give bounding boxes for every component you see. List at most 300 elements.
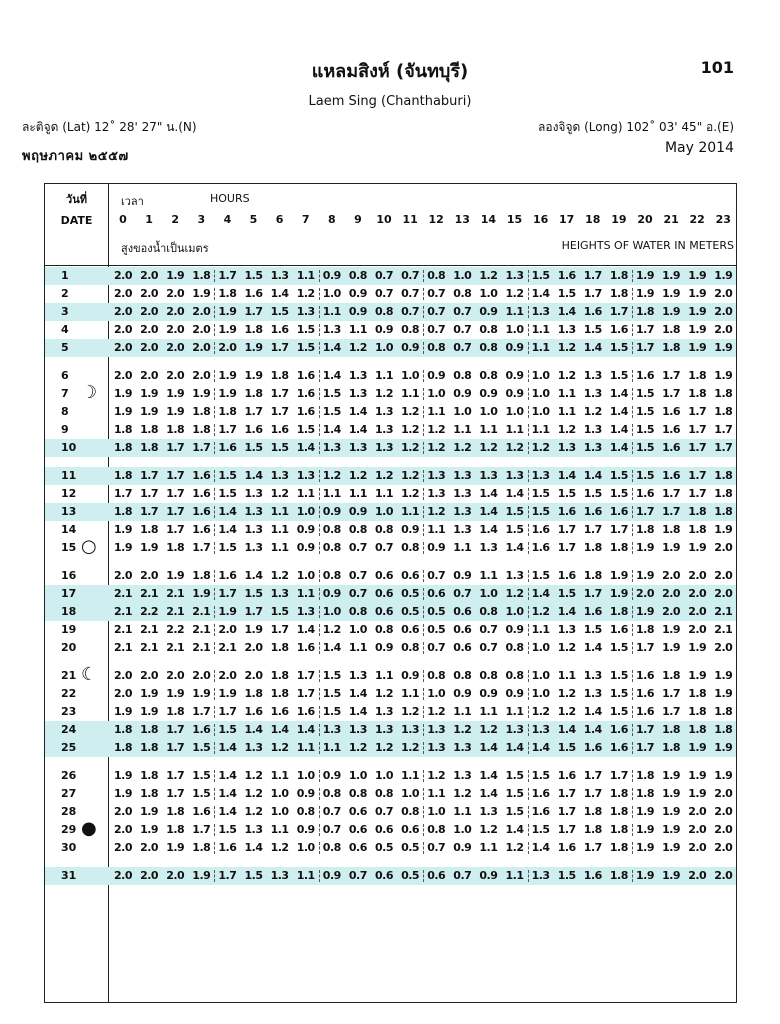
- height-value: 0.8: [427, 669, 446, 682]
- height-value: 1.3: [479, 805, 498, 818]
- table-row: [45, 439, 736, 457]
- height-value: 0.8: [427, 269, 446, 282]
- hour-group-divider: [632, 424, 633, 436]
- table-row: [45, 703, 736, 721]
- hour-group-divider: [214, 442, 215, 454]
- height-value: 1.4: [557, 305, 576, 318]
- height-value: 1.9: [114, 523, 132, 536]
- hour-label: 21: [663, 213, 679, 226]
- hour-group-divider: [423, 606, 424, 618]
- height-value: 2.0: [114, 669, 132, 682]
- height-value: 1.6: [218, 569, 237, 582]
- page-title-thai: แหลมสิงห์ (จันทบุรี): [311, 61, 469, 82]
- height-value: 1.5: [505, 505, 524, 518]
- hour-group-divider: [632, 370, 633, 382]
- hour-label: 20: [637, 213, 653, 226]
- height-value: 1.2: [479, 269, 498, 282]
- page-number: 101: [700, 58, 734, 77]
- height-value: 1.9: [636, 605, 654, 618]
- height-value: 1.8: [583, 569, 602, 582]
- height-value: 1.1: [348, 641, 367, 654]
- date-cell: [45, 839, 108, 857]
- height-value: 1.0: [531, 687, 550, 700]
- hour-group-divider: [214, 570, 215, 582]
- height-value: 1.2: [270, 487, 289, 500]
- height-value: 1.7: [662, 505, 681, 518]
- height-value: 1.3: [270, 469, 289, 482]
- height-value: 1.3: [583, 423, 602, 436]
- hour-label: 15: [506, 213, 523, 226]
- height-value: 1.0: [375, 505, 393, 518]
- hour-group-divider: [632, 706, 633, 718]
- height-value: 1.9: [140, 541, 159, 554]
- hour-group-divider: [214, 788, 215, 800]
- height-value: 1.7: [166, 723, 185, 736]
- height-value: 1.9: [688, 541, 707, 554]
- date-cell: [45, 739, 108, 757]
- hour-group-divider: [319, 788, 320, 800]
- date-cell: [45, 467, 108, 485]
- hour-group-divider: [319, 542, 320, 554]
- table-row: [45, 639, 736, 657]
- height-value: 1.7: [166, 741, 185, 754]
- height-value: 1.6: [583, 505, 602, 518]
- height-value: 2.0: [662, 569, 681, 582]
- height-value: 1.2: [557, 423, 576, 436]
- height-value: 1.0: [531, 369, 550, 382]
- height-value: 1.4: [583, 341, 602, 354]
- height-value: 1.6: [636, 705, 654, 718]
- hour-group-divider: [423, 270, 424, 282]
- table-row: [45, 567, 736, 585]
- hour-group-divider: [528, 642, 529, 654]
- height-value: 1.8: [714, 387, 733, 400]
- height-value: 1.7: [662, 369, 681, 382]
- hour-group-divider: [528, 424, 529, 436]
- height-value: 1.5: [557, 487, 576, 500]
- date-cell: [45, 585, 108, 603]
- height-value: 1.3: [244, 505, 263, 518]
- height-value: 0.9: [322, 505, 341, 518]
- height-value: 1.2: [557, 341, 576, 354]
- height-value: 1.9: [636, 541, 654, 554]
- hour-group-divider: [528, 370, 529, 382]
- height-value: 2.0: [714, 587, 733, 600]
- height-value: 0.6: [401, 623, 420, 636]
- hour-group-divider: [319, 342, 320, 354]
- height-value: 0.9: [479, 687, 498, 700]
- height-value: 1.4: [505, 741, 524, 754]
- height-value: 2.0: [140, 841, 159, 854]
- hour-group-divider: [632, 270, 633, 282]
- hour-label: 9: [354, 213, 362, 226]
- height-value: 1.1: [375, 487, 393, 500]
- height-value: 2.1: [140, 587, 159, 600]
- height-value: 1.7: [166, 505, 185, 518]
- hour-group-divider: [319, 724, 320, 736]
- hour-group-divider: [319, 770, 320, 782]
- height-value: 1.2: [531, 705, 550, 718]
- height-value: 1.5: [609, 469, 628, 482]
- height-value: 1.2: [401, 423, 420, 436]
- height-value: 0.7: [427, 641, 446, 654]
- height-value: 1.2: [427, 423, 446, 436]
- height-value: 1.5: [270, 605, 289, 618]
- height-value: 1.7: [270, 623, 289, 636]
- height-value: 1.9: [114, 787, 132, 800]
- height-value: 1.4: [218, 805, 237, 818]
- hour-group-divider: [632, 442, 633, 454]
- hour-group-divider: [214, 470, 215, 482]
- height-value: 1.7: [140, 487, 159, 500]
- height-value: 1.7: [192, 441, 211, 454]
- hour-group-divider: [214, 806, 215, 818]
- height-value: 1.9: [714, 369, 733, 382]
- height-value: 0.9: [348, 305, 367, 318]
- height-value: 1.2: [479, 823, 498, 836]
- height-value: 1.6: [244, 287, 263, 300]
- height-value: 1.7: [166, 441, 185, 454]
- height-value: 2.0: [140, 287, 159, 300]
- height-value: 1.5: [322, 705, 341, 718]
- height-value: 1.7: [714, 441, 733, 454]
- height-value: 1.2: [401, 705, 420, 718]
- height-value: 1.2: [244, 805, 263, 818]
- hour-label: 8: [327, 213, 336, 226]
- height-value: 1.9: [662, 841, 681, 854]
- height-value: 1.2: [401, 441, 420, 454]
- height-value: 0.8: [348, 605, 367, 618]
- height-value: 1.4: [479, 769, 498, 782]
- hour-group-divider: [528, 524, 529, 536]
- date-number: 19: [61, 623, 77, 636]
- hour-group-divider: [214, 406, 215, 418]
- height-value: 1.9: [140, 705, 159, 718]
- height-value: 0.9: [427, 369, 446, 382]
- height-value: 1.8: [583, 805, 602, 818]
- height-value: 0.6: [375, 823, 393, 836]
- height-value: 2.0: [114, 369, 132, 382]
- height-value: 1.7: [166, 787, 185, 800]
- height-value: 0.9: [401, 341, 420, 354]
- hour-group-divider: [423, 806, 424, 818]
- date-cell: [45, 703, 108, 721]
- hour-label: 18: [585, 213, 601, 226]
- height-value: 1.1: [557, 405, 576, 418]
- hour-group-divider: [214, 670, 215, 682]
- height-value: 0.7: [427, 569, 446, 582]
- height-value: 1.5: [636, 387, 654, 400]
- height-value: 1.2: [427, 769, 446, 782]
- height-value: 1.8: [140, 441, 159, 454]
- hour-group-divider: [528, 306, 529, 318]
- height-value: 2.0: [714, 641, 733, 654]
- height-value: 1.9: [218, 323, 237, 336]
- height-value: 1.8: [270, 641, 289, 654]
- height-value: 1.8: [114, 741, 132, 754]
- hour-group-divider: [528, 570, 529, 582]
- height-value: 2.0: [192, 323, 211, 336]
- height-value: 1.7: [583, 287, 602, 300]
- height-value: 1.9: [662, 541, 681, 554]
- hour-group-divider: [214, 542, 215, 554]
- height-value: 2.0: [218, 623, 237, 636]
- date-cell: [45, 621, 108, 639]
- height-value: 1.1: [479, 705, 498, 718]
- date-header-english: DATE: [60, 214, 93, 227]
- height-value: 0.7: [322, 805, 341, 818]
- height-value: 0.7: [401, 305, 420, 318]
- height-value: 1.8: [609, 869, 628, 882]
- height-value: 1.1: [401, 687, 420, 700]
- height-value: 1.8: [114, 723, 132, 736]
- height-value: 0.5: [401, 841, 420, 854]
- height-value: 2.0: [662, 605, 681, 618]
- height-value: 1.8: [166, 823, 185, 836]
- height-value: 1.8: [714, 405, 733, 418]
- height-value: 1.8: [140, 769, 159, 782]
- hour-group-divider: [319, 288, 320, 300]
- date-cell: [45, 664, 108, 685]
- height-value: 2.0: [688, 587, 707, 600]
- hour-group-divider: [319, 706, 320, 718]
- height-value: 1.5: [557, 869, 576, 882]
- height-value: 1.1: [322, 741, 341, 754]
- height-value: 1.4: [557, 605, 576, 618]
- height-value: 1.4: [531, 287, 550, 300]
- hour-group-divider: [319, 306, 320, 318]
- height-value: 1.0: [531, 641, 550, 654]
- height-value: 1.1: [270, 769, 289, 782]
- height-value: 1.7: [714, 423, 733, 436]
- table-row: [45, 503, 736, 521]
- height-value: 0.9: [375, 323, 393, 336]
- height-value: 1.1: [270, 541, 289, 554]
- height-value: 0.6: [453, 641, 472, 654]
- height-value: 0.7: [453, 869, 472, 882]
- height-value: 1.7: [583, 523, 602, 536]
- height-value: 1.3: [505, 569, 524, 582]
- height-value: 1.8: [218, 287, 237, 300]
- height-value: 0.6: [453, 605, 472, 618]
- height-value: 1.6: [557, 569, 576, 582]
- height-value: 1.8: [140, 787, 159, 800]
- height-value: 1.6: [583, 605, 602, 618]
- hour-group-divider: [214, 770, 215, 782]
- height-value: 1.7: [296, 669, 315, 682]
- height-value: 1.8: [166, 541, 185, 554]
- height-value: 1.8: [114, 505, 132, 518]
- height-value: 2.1: [218, 641, 237, 654]
- height-value: 1.0: [505, 405, 524, 418]
- height-value: 1.7: [583, 587, 602, 600]
- height-value: 1.1: [479, 841, 498, 854]
- date-cell: [45, 285, 108, 303]
- height-value: 1.1: [505, 423, 524, 436]
- height-value: 1.6: [244, 423, 263, 436]
- height-value: 1.0: [531, 669, 550, 682]
- height-value: 1.3: [244, 741, 263, 754]
- hour-group-divider: [319, 470, 320, 482]
- height-value: 1.6: [296, 387, 315, 400]
- height-value: 2.0: [166, 369, 185, 382]
- height-value: 1.2: [244, 787, 263, 800]
- height-value: 1.9: [662, 823, 681, 836]
- height-value: 0.9: [453, 387, 472, 400]
- height-value: 0.6: [427, 587, 446, 600]
- height-value: 1.7: [557, 805, 576, 818]
- height-value: 1.3: [557, 623, 576, 636]
- date-number: 21: [61, 669, 77, 682]
- hour-group-divider: [632, 788, 633, 800]
- height-value: 1.3: [244, 823, 263, 836]
- height-value: 1.2: [505, 287, 524, 300]
- height-value: 2.0: [688, 841, 707, 854]
- height-value: 1.1: [270, 505, 289, 518]
- height-value: 1.4: [322, 369, 341, 382]
- height-value: 1.5: [322, 387, 341, 400]
- height-value: 1.2: [322, 623, 341, 636]
- height-value: 1.9: [166, 687, 185, 700]
- hour-group-divider: [319, 806, 320, 818]
- hour-group-divider: [423, 624, 424, 636]
- height-value: 1.6: [662, 423, 681, 436]
- height-value: 1.9: [688, 741, 707, 754]
- height-value: 1.0: [505, 323, 524, 336]
- height-value: 0.8: [401, 541, 420, 554]
- hour-group-divider: [528, 606, 529, 618]
- height-value: 1.7: [662, 487, 681, 500]
- moon-phase-icon: ☽: [81, 382, 98, 403]
- height-value: 2.0: [688, 623, 707, 636]
- height-value: 1.7: [218, 269, 237, 282]
- height-value: 1.6: [192, 469, 211, 482]
- height-value: 2.0: [218, 341, 237, 354]
- hour-group-divider: [528, 406, 529, 418]
- height-value: 1.6: [531, 523, 550, 536]
- hour-group-divider: [423, 742, 424, 754]
- height-value: 1.7: [270, 405, 289, 418]
- height-value: 1.8: [714, 723, 733, 736]
- height-value: 1.7: [557, 787, 576, 800]
- height-value: 1.2: [401, 405, 420, 418]
- height-value: 1.3: [375, 441, 393, 454]
- height-value: 1.3: [348, 723, 367, 736]
- height-value: 0.9: [322, 769, 341, 782]
- height-value: 1.8: [140, 523, 159, 536]
- height-value: 1.7: [688, 487, 707, 500]
- date-cell: [45, 867, 108, 885]
- height-value: 1.9: [688, 341, 707, 354]
- height-value: 1.9: [714, 769, 733, 782]
- height-value: 1.9: [166, 569, 185, 582]
- height-value: 1.8: [244, 687, 263, 700]
- height-value: 1.3: [296, 469, 315, 482]
- hour-label: 3: [197, 213, 206, 226]
- table-row: [45, 536, 736, 557]
- hour-group-divider: [423, 370, 424, 382]
- height-value: 1.3: [453, 487, 472, 500]
- height-value: 1.4: [244, 469, 263, 482]
- height-value: 1.6: [192, 523, 211, 536]
- height-value: 1.2: [244, 769, 263, 782]
- height-value: 0.9: [348, 505, 367, 518]
- height-value: 0.8: [479, 369, 498, 382]
- table-row: [45, 321, 736, 339]
- height-value: 1.8: [583, 823, 602, 836]
- height-value: 1.0: [453, 405, 472, 418]
- hour-group-divider: [214, 706, 215, 718]
- hour-group-divider: [528, 470, 529, 482]
- height-value: 1.5: [296, 423, 315, 436]
- height-value: 1.5: [557, 741, 576, 754]
- height-value: 0.9: [322, 587, 341, 600]
- height-value: 0.9: [427, 541, 446, 554]
- height-value: 1.7: [244, 305, 263, 318]
- date-number: 1: [61, 269, 69, 282]
- height-value: 1.2: [427, 705, 446, 718]
- height-value: 1.8: [662, 323, 681, 336]
- date-number: 7: [61, 387, 69, 400]
- height-value: 2.1: [714, 605, 733, 618]
- height-value: 2.0: [714, 287, 733, 300]
- hour-group-divider: [423, 488, 424, 500]
- height-value: 1.2: [270, 841, 289, 854]
- height-value: 1.9: [662, 269, 681, 282]
- height-value: 1.6: [531, 805, 550, 818]
- height-value: 2.0: [714, 869, 733, 882]
- height-value: 2.1: [140, 623, 159, 636]
- height-value: 1.4: [557, 469, 576, 482]
- height-value: 0.8: [401, 641, 420, 654]
- height-value: 1.0: [453, 823, 472, 836]
- height-value: 1.8: [114, 423, 132, 436]
- height-value: 1.1: [296, 587, 315, 600]
- height-value: 1.8: [192, 423, 211, 436]
- hour-group-divider: [423, 842, 424, 854]
- height-value: 1.8: [609, 841, 628, 854]
- month-english: May 2014: [664, 140, 734, 156]
- date-number: 14: [61, 523, 77, 536]
- hour-group-divider: [423, 470, 424, 482]
- height-value: 1.5: [531, 269, 550, 282]
- height-value: 2.0: [714, 305, 733, 318]
- height-value: 2.2: [166, 623, 185, 636]
- hour-group-divider: [319, 870, 320, 882]
- height-value: 1.3: [348, 369, 367, 382]
- height-value: 1.4: [244, 723, 263, 736]
- height-value: 0.8: [505, 641, 524, 654]
- height-value: 1.7: [296, 687, 315, 700]
- height-value: 1.4: [244, 569, 263, 582]
- height-value: 1.9: [636, 805, 654, 818]
- height-value: 1.3: [427, 741, 446, 754]
- height-value: 1.3: [348, 387, 367, 400]
- height-value: 2.0: [140, 569, 159, 582]
- hour-group-divider: [214, 288, 215, 300]
- moon-phase-icon: ○: [81, 536, 97, 557]
- height-value: 0.9: [453, 841, 472, 854]
- height-value: 1.5: [192, 741, 211, 754]
- height-value: 1.8: [192, 841, 211, 854]
- height-value: 1.0: [270, 787, 289, 800]
- height-value: 1.4: [505, 541, 524, 554]
- height-value: 1.2: [375, 687, 393, 700]
- height-value: 1.1: [270, 523, 289, 536]
- height-value: 0.7: [453, 323, 472, 336]
- height-value: 1.3: [244, 523, 263, 536]
- height-value: 1.9: [662, 769, 681, 782]
